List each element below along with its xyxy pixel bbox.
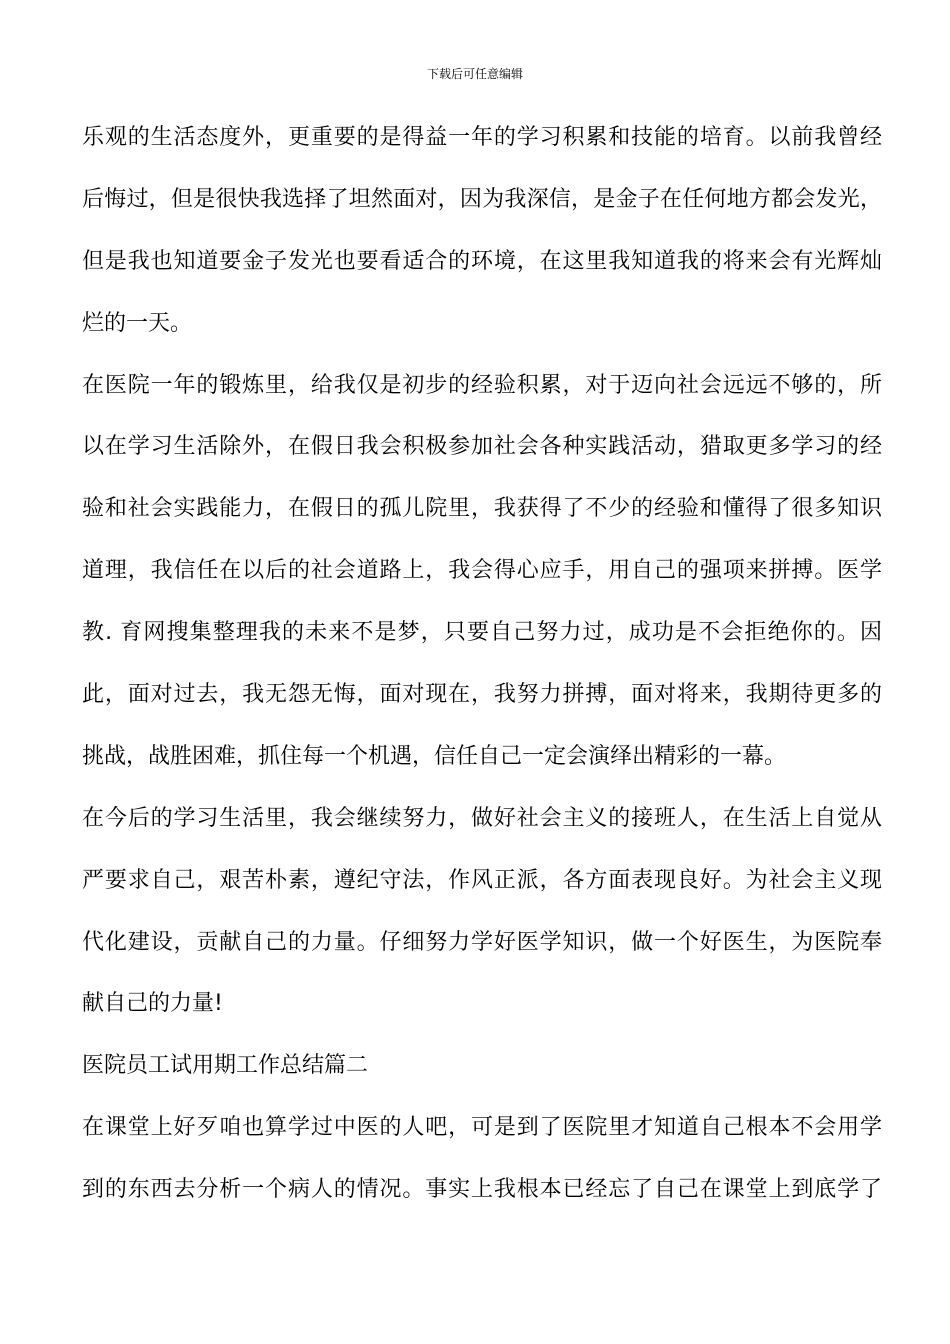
- text-line: 教. 育网搜集整理我的未来不是梦，只要自己努力过，成功是不会拒绝你的。因: [82, 620, 882, 646]
- text-line: 烂的一天。: [82, 310, 193, 336]
- text-line: 到的东西去分析一个病人的情况。事实上我根本已经忘了自己在课堂上到底学了: [82, 1177, 882, 1203]
- text-line: 后悔过，但是很快我选择了坦然面对，因为我深信，是金子在任何地方都会发光，: [82, 186, 882, 212]
- text-line: 此，面对过去，我无怨无悔，面对现在，我努力拼搏，面对将来，我期待更多的: [82, 682, 882, 708]
- text-line: 代化建设，贡献自己的力量。仔细努力学好医学知识，做一个好医生，为医院奉: [82, 929, 882, 955]
- text-line: 严要求自己，艰苦朴素，遵纪守法，作风正派，各方面表现良好。为社会主义现: [82, 867, 882, 893]
- section-heading: 医院员工试用期工作总结篇二: [82, 1053, 369, 1079]
- document-body: [82, 107, 882, 1221]
- text-line: 在今后的学习生活里，我会继续努力，做好社会主义的接班人，在生活上自觉从: [82, 805, 882, 831]
- text-line: 道理，我信任在以后的社会道路上，我会得心应手，用自己的强项来拼搏。医学: [82, 558, 882, 584]
- text-line: 验和社会实践能力，在假日的孤儿院里，我获得了不少的经验和懂得了很多知识: [82, 496, 882, 522]
- text-line: 但是我也知道要金子发光也要看适合的环境，在这里我知道我的将来会有光辉灿: [82, 248, 882, 274]
- text-line: 献自己的力量!: [82, 991, 223, 1017]
- text-line: 在医院一年的锻炼里，给我仅是初步的经验积累，对于迈向社会远远不够的，所: [82, 372, 882, 398]
- page-header: 下载后可任意编辑: [426, 67, 523, 81]
- text-line: 在课堂上好歹咱也算学过中医的人吧，可是到了医院里才知道自己根本不会用学: [82, 1115, 882, 1141]
- text-line: 乐观的生活态度外，更重要的是得益一年的学习积累和技能的培育。以前我曾经: [82, 125, 882, 150]
- text-line: 挑战，战胜困难，抓住每一个机遇，信任自己一定会演绎出精彩的一幕。: [82, 743, 787, 769]
- text-line: 以在学习生活除外，在假日我会积极参加社会各种实践活动，猎取更多学习的经: [82, 434, 882, 460]
